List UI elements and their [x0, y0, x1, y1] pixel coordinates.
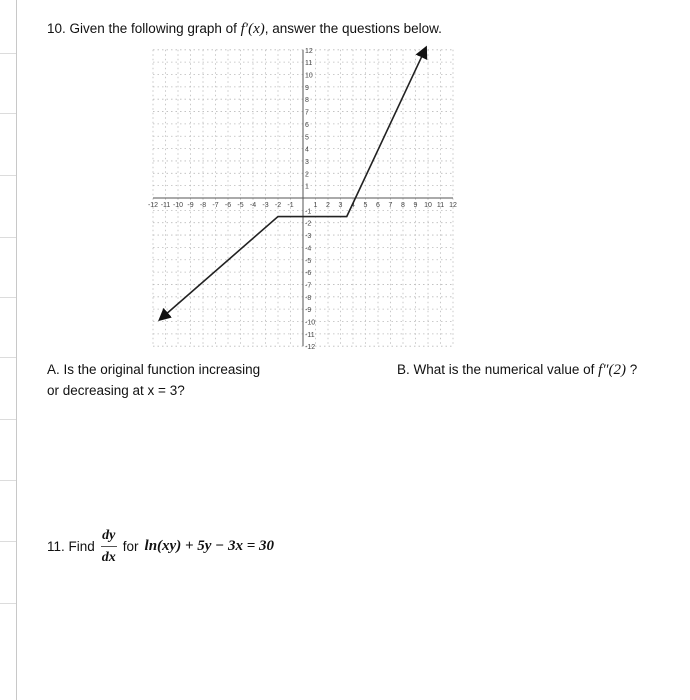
- y-tick-label: 8: [305, 97, 309, 105]
- margin-rule: [0, 53, 16, 54]
- x-tick-label: -7: [212, 202, 219, 209]
- y-tick-label: -1: [305, 208, 312, 216]
- x-tick-label: -9: [187, 202, 194, 209]
- y-tick-label: -8: [305, 294, 312, 302]
- x-tick-label: -1: [287, 202, 294, 209]
- x-tick-label: 5: [363, 202, 368, 209]
- y-tick-label: 3: [305, 158, 309, 166]
- part-b-suffix: ?: [626, 362, 638, 377]
- dy-dx-fraction: [101, 527, 117, 566]
- part-a-line1: A. Is the original function increasing: [47, 362, 261, 377]
- y-tick-label: -4: [305, 245, 312, 253]
- x-tick-label: -5: [237, 202, 244, 209]
- part-a-line2: or decreasing at x = 3?: [47, 383, 185, 398]
- y-tick-label: 1: [305, 183, 309, 191]
- q10-prefix: 10. Given the following graph of: [47, 21, 241, 36]
- y-tick-label: -3: [305, 233, 312, 241]
- y-tick-label: 6: [305, 121, 309, 129]
- x-tick-label: 8: [401, 202, 405, 209]
- part-b-function: f″(2): [598, 362, 626, 378]
- y-tick-label: -9: [305, 307, 312, 315]
- part-b-prefix: B. What is the numerical value of: [397, 362, 599, 377]
- margin-rule: [0, 297, 16, 298]
- q11-prefix: 11. Find: [47, 539, 95, 554]
- x-tick-label: 10: [424, 202, 432, 209]
- x-tick-label: -4: [249, 202, 257, 209]
- x-tick-label: -3: [262, 202, 269, 209]
- margin-rule: [0, 175, 16, 176]
- x-tick-label: -2: [274, 202, 282, 209]
- q11-equation: ln(xy) + 5y − 3x = 30: [144, 538, 275, 554]
- q10-suffix: , answer the questions below.: [264, 21, 442, 36]
- x-tick-label: -12: [147, 202, 159, 209]
- page-margin-line: [16, 0, 17, 700]
- x-tick-label: 1: [313, 202, 318, 209]
- x-tick-label: 7: [388, 202, 393, 209]
- y-tick-label: 9: [305, 84, 309, 92]
- fraction-denominator: dx: [101, 550, 116, 565]
- x-tick-label: -8: [199, 202, 207, 209]
- y-tick-label: 10: [305, 72, 313, 80]
- y-tick-label: 5: [305, 134, 309, 142]
- question-10: [47, 21, 442, 38]
- margin-rule: [0, 541, 16, 542]
- x-tick-label: 2: [326, 202, 330, 209]
- part-b: [397, 362, 637, 379]
- x-tick-label: 9: [413, 202, 418, 209]
- x-tick-label: 3: [338, 202, 343, 209]
- x-tick-label: 12: [449, 202, 457, 209]
- x-tick-label: -10: [172, 202, 184, 209]
- x-tick-label: 6: [376, 202, 380, 209]
- y-tick-label: -11: [305, 331, 315, 339]
- q10-function: f′(x): [240, 21, 265, 37]
- y-tick-label: -12: [305, 344, 316, 350]
- x-tick-label: -11: [160, 202, 171, 209]
- y-tick-label: 2: [305, 171, 309, 179]
- y-tick-label: 4: [305, 146, 309, 154]
- derivative-curve: [161, 49, 426, 319]
- y-tick-label: -6: [305, 270, 312, 278]
- y-tick-label: 12: [305, 47, 313, 55]
- derivative-graph: [140, 40, 460, 350]
- y-tick-label: -10: [305, 319, 316, 327]
- y-tick-label: -5: [305, 257, 312, 265]
- y-tick-label: 7: [305, 109, 309, 117]
- fraction-numerator: dy: [102, 528, 116, 543]
- question-11: [47, 527, 274, 566]
- q11-for: for: [122, 539, 139, 554]
- x-tick-label: 11: [436, 202, 445, 209]
- y-tick-label: -7: [305, 282, 312, 290]
- x-tick-label: -6: [224, 202, 232, 209]
- x-tick-label: 4: [351, 202, 355, 209]
- margin-rule: [0, 113, 16, 114]
- y-tick-label: -2: [305, 220, 312, 228]
- y-tick-label: 11: [305, 60, 313, 68]
- margin-rule: [0, 419, 16, 420]
- margin-rule: [0, 237, 16, 238]
- margin-rule: [0, 603, 16, 604]
- margin-rule: [0, 357, 16, 358]
- margin-rule: [0, 480, 16, 481]
